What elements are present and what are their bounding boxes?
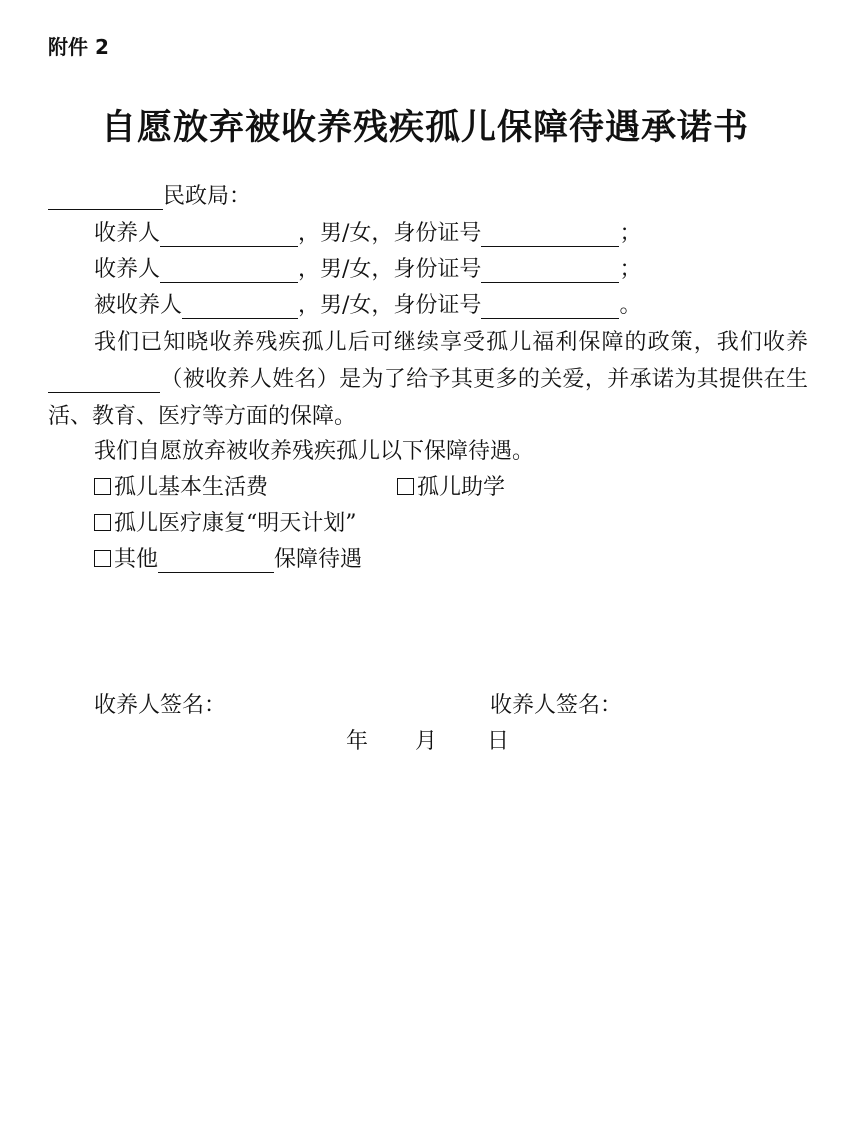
adoptee-id-field[interactable] xyxy=(481,296,619,319)
adopter-1-signature-label: 收养人签名： xyxy=(94,693,227,718)
other-prefix: 其他 xyxy=(114,547,159,572)
addressee-suffix: 民政局： xyxy=(163,184,252,209)
adoptee-role: 被收养人 xyxy=(94,293,183,318)
medical-rehab-checkbox[interactable] xyxy=(94,514,111,531)
adoptee-name-field[interactable] xyxy=(182,296,298,319)
other-checkbox[interactable] xyxy=(94,550,111,567)
adopter-1-id-field[interactable] xyxy=(481,224,619,247)
statement-part-2: （被收养人姓名）是为了给予其更多的关爱，并承诺为其提供在生活、教育、医疗等方面的保障。 xyxy=(48,367,808,429)
living-allowance-label: 孤儿基本生活费 xyxy=(114,475,269,500)
adopter-1-line xyxy=(94,220,641,248)
adopter-2-gender: ，男/女，身份证号 xyxy=(298,257,482,282)
adopter-2-signature-label: 收养人签名： xyxy=(490,693,623,718)
education-aid-label: 孤儿助学 xyxy=(417,475,506,500)
statement-paragraph xyxy=(48,324,808,435)
document-title: 自愿放弃被收养残疾孤儿保障待遇承诺书 xyxy=(100,107,749,148)
date-month-label: 月 xyxy=(415,729,438,754)
adopter-2-role: 收养人 xyxy=(94,257,161,282)
adopter-2-line xyxy=(94,256,641,284)
adoptee-end: 。 xyxy=(619,293,642,318)
option-medical-rehab xyxy=(94,510,357,538)
living-allowance-checkbox[interactable] xyxy=(94,478,111,495)
education-aid-checkbox[interactable] xyxy=(397,478,414,495)
adopter-2-id-field[interactable] xyxy=(481,260,619,283)
adoptee-name-in-statement-field[interactable] xyxy=(48,370,160,393)
adopter-1-gender: ，男/女，身份证号 xyxy=(298,221,482,246)
attachment-label: 附件 2 xyxy=(48,35,109,59)
medical-rehab-label: 孤儿医疗康复“明天计划” xyxy=(114,511,357,536)
option-living-allowance xyxy=(94,474,268,502)
adoptee-gender: ，男/女，身份证号 xyxy=(298,293,482,318)
adopter-1-end: ； xyxy=(619,221,642,246)
adopter-2-name-field[interactable] xyxy=(160,260,298,283)
bureau-name-field[interactable] xyxy=(48,187,163,210)
option-education-aid xyxy=(397,474,505,502)
adopter-1-name-field[interactable] xyxy=(160,224,298,247)
adoptee-line xyxy=(94,292,641,320)
option-other xyxy=(94,546,362,574)
date-day-label: 日 xyxy=(487,729,510,754)
date-year-label: 年 xyxy=(346,729,369,754)
adopter-2-end: ； xyxy=(619,257,642,282)
other-suffix: 保障待遇 xyxy=(274,547,363,572)
addressee-line xyxy=(48,183,251,211)
statement-part-1: 我们已知晓收养残疾孤儿后可继续享受孤儿福利保障的政策，我们收养 xyxy=(94,330,808,355)
waiver-intro: 我们自愿放弃被收养残疾孤儿以下保障待遇。 xyxy=(94,439,535,464)
other-benefit-field[interactable] xyxy=(158,550,274,573)
adopter-1-role: 收养人 xyxy=(94,221,161,246)
